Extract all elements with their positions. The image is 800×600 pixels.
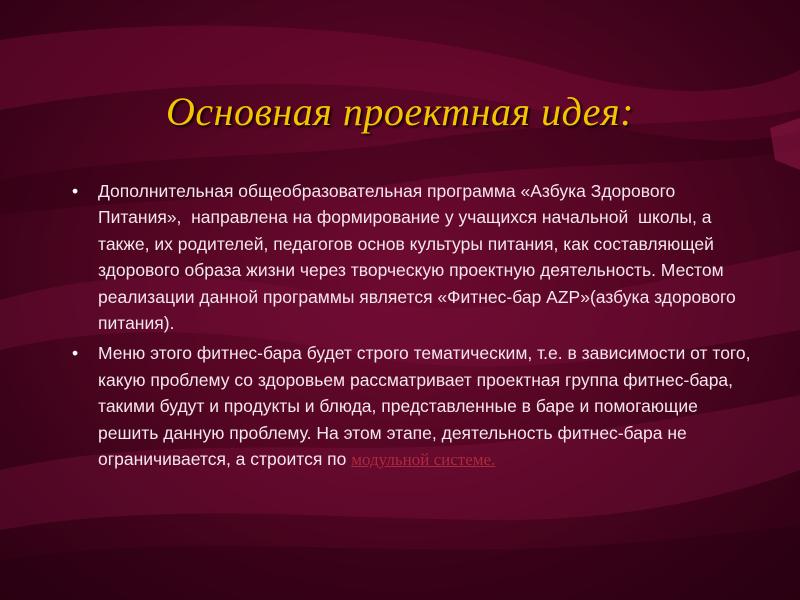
bullet-list xyxy=(72,178,756,477)
bullet-text: Меню этого фитнес-бара будет строго тематическим, т.е. в зависимости от того, какую проблему со здоровьем рассматривает проектная группа фитнес-бара, такими будут и продукты и блюда, представленные в баре и помогающие решить данную проблему. На этом этапе, деятельность фитнес-бара не ограничивается, а строится по xyxy=(98,343,756,470)
bullet-dot-icon: • xyxy=(72,181,79,201)
bullet-item xyxy=(72,178,752,336)
slide-title: Основная проектная идея: xyxy=(166,89,634,134)
bullet-text: Дополнительная общеобразовательная программа «Азбука Здорового Питания», направлена на формирование у учащихся начальной школы, а также, их родителей, педагогов основ культуры питания, как составляющей здорового образа жизни через творческую проектную деятельность. Местом реализации данной программы является «Фитнес-бар AZP»(азбука здорового питания). xyxy=(98,181,741,334)
bullet-item xyxy=(72,340,756,473)
modular-system-link[interactable]: модульной системе. xyxy=(351,450,496,470)
bullet-dot-icon: • xyxy=(72,343,79,364)
